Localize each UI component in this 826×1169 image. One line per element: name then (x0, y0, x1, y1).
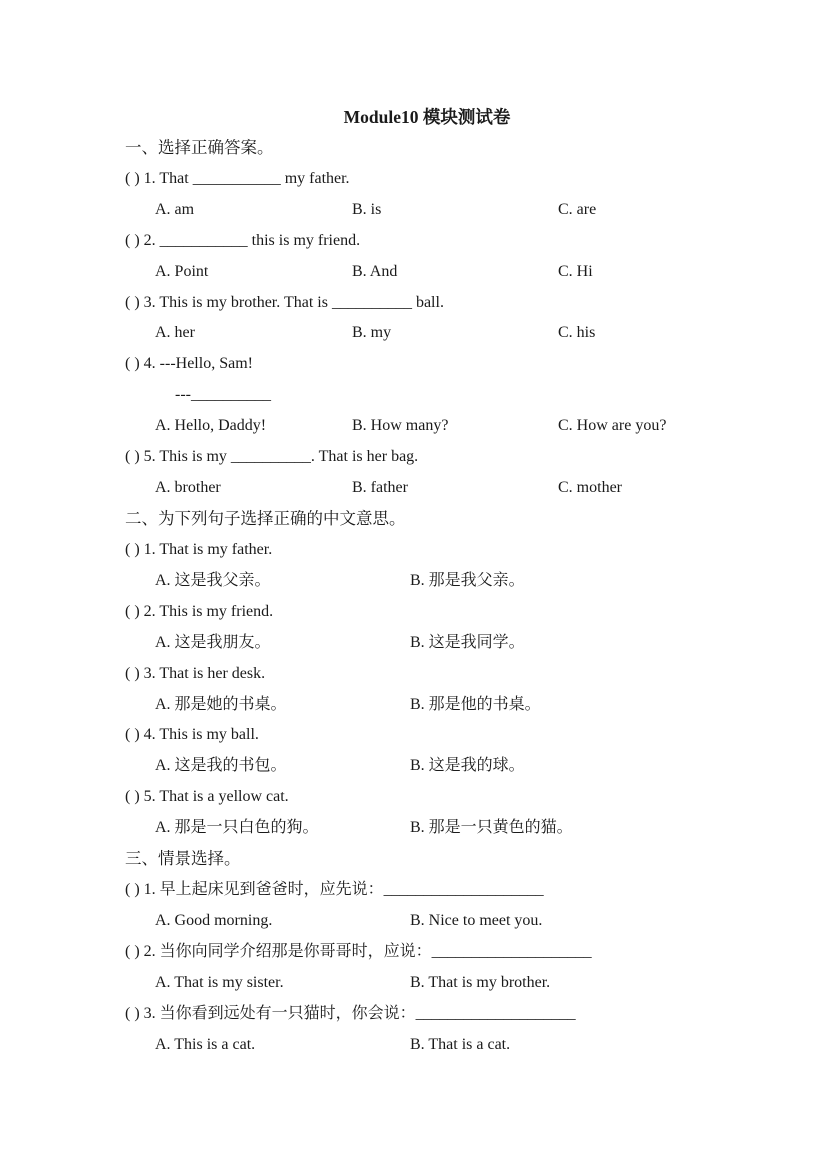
s2-q3-option-b: B. 那是他的书桌。 (410, 695, 541, 713)
s2-q4-option-b: B. 这是我的球。 (410, 757, 525, 775)
s2-q1-text: ( ) 1. That is my father. (125, 540, 273, 558)
s1-q4-text-line1: ( ) 4. ---Hello, Sam! (125, 355, 253, 373)
s2-q2-option-a: A. 这是我朋友。 (155, 633, 271, 651)
s2-q3-option-a: A. 那是她的书桌。 (155, 695, 287, 713)
s1-q2-options (125, 257, 745, 288)
s1-q5-options (125, 473, 745, 504)
s1-q5-option-a: A. brother (155, 479, 221, 497)
s2-q2-option-b: B. 这是我同学。 (410, 633, 525, 651)
s2-q5-option-b: B. 那是一只黄色的猫。 (410, 819, 573, 837)
s3-q1-option-b: B. Nice to meet you. (410, 911, 543, 929)
s2-q4-options (125, 751, 745, 782)
s1-q5-option-c: C. mother (558, 479, 622, 497)
s1-q5-option-b: B. father (352, 479, 408, 497)
s1-q4-option-b: B. How many? (352, 417, 449, 435)
s1-q2-option-b: B. And (352, 262, 398, 280)
s1-q4-option-c: C. How are you? (558, 417, 667, 435)
s2-q1-option-a: A. 这是我父亲。 (155, 571, 271, 589)
section-3-heading: 三、情景选择。 (125, 849, 241, 869)
s2-q4-option-a: A. 这是我的书包。 (155, 757, 287, 775)
s1-q2-option-a: A. Point (155, 262, 209, 280)
s3-q2-options (125, 968, 745, 999)
s3-q2-text: ( ) 2. 当你向同学介绍那是你哥哥时，应说：____________________ (125, 942, 592, 960)
s3-q2-option-a: A. That is my sister. (155, 973, 284, 991)
s1-q4-option-a: A. Hello, Daddy! (155, 417, 267, 435)
s3-q3-text: ( ) 3. 当你看到远处有一只猫时，你会说：____________________ (125, 1004, 576, 1022)
worksheet-body (125, 102, 745, 1061)
s2-q4-text: ( ) 4. This is my ball. (125, 726, 259, 744)
s1-q1-options (125, 195, 745, 226)
s3-q1-text: ( ) 1. 早上起床见到爸爸时，应先说：____________________ (125, 881, 544, 899)
s3-q1-option-a: A. Good morning. (155, 911, 273, 929)
s1-q1-option-c: C. are (558, 200, 597, 218)
s3-q3-option-a: A. This is a cat. (155, 1035, 256, 1053)
s1-q3-text: ( ) 3. This is my brother. That is __________ ball. (125, 293, 444, 311)
section-1-heading: 一、选择正确答案。 (125, 137, 274, 157)
s1-q3-option-a: A. her (155, 324, 195, 342)
s1-q1-option-a: A. am (155, 200, 195, 218)
s2-q1-option-b: B. 那是我父亲。 (410, 571, 525, 589)
s1-q1-text: ( ) 1. That ___________ my father. (125, 169, 350, 187)
s2-q5-option-a: A. 那是一只白色的狗。 (155, 819, 319, 837)
s3-q2-option-b: B. That is my brother. (410, 973, 551, 991)
s2-q3-options (125, 690, 745, 721)
s2-q5-options (125, 813, 745, 844)
s2-q1-options (125, 566, 745, 597)
s2-q5-text: ( ) 5. That is a yellow cat. (125, 788, 289, 806)
section-2-heading: 二、为下列句子选择正确的中文意思。 (125, 508, 406, 528)
s1-q3-option-c: C. his (558, 324, 596, 342)
s1-q2-option-c: C. Hi (558, 262, 593, 280)
s1-q3-option-b: B. my (352, 324, 392, 342)
s3-q3-option-b: B. That is a cat. (410, 1035, 511, 1053)
s1-q1-option-b: B. is (352, 200, 382, 218)
s2-q3-text: ( ) 3. That is her desk. (125, 664, 266, 682)
s2-q2-text: ( ) 2. This is my friend. (125, 602, 274, 620)
exam-title: Module10 模块测试卷 (343, 107, 511, 127)
s2-q2-options (125, 628, 745, 659)
s3-q1-options (125, 906, 745, 937)
s1-q4-text-line2: ---__________ (175, 386, 271, 404)
s1-q3-options (125, 318, 745, 349)
s1-q5-text: ( ) 5. This is my __________. That is her bag. (125, 448, 419, 466)
s1-q4-options (125, 411, 745, 442)
s3-q3-options (125, 1030, 745, 1061)
s1-q2-text: ( ) 2. ___________ this is my friend. (125, 231, 361, 249)
